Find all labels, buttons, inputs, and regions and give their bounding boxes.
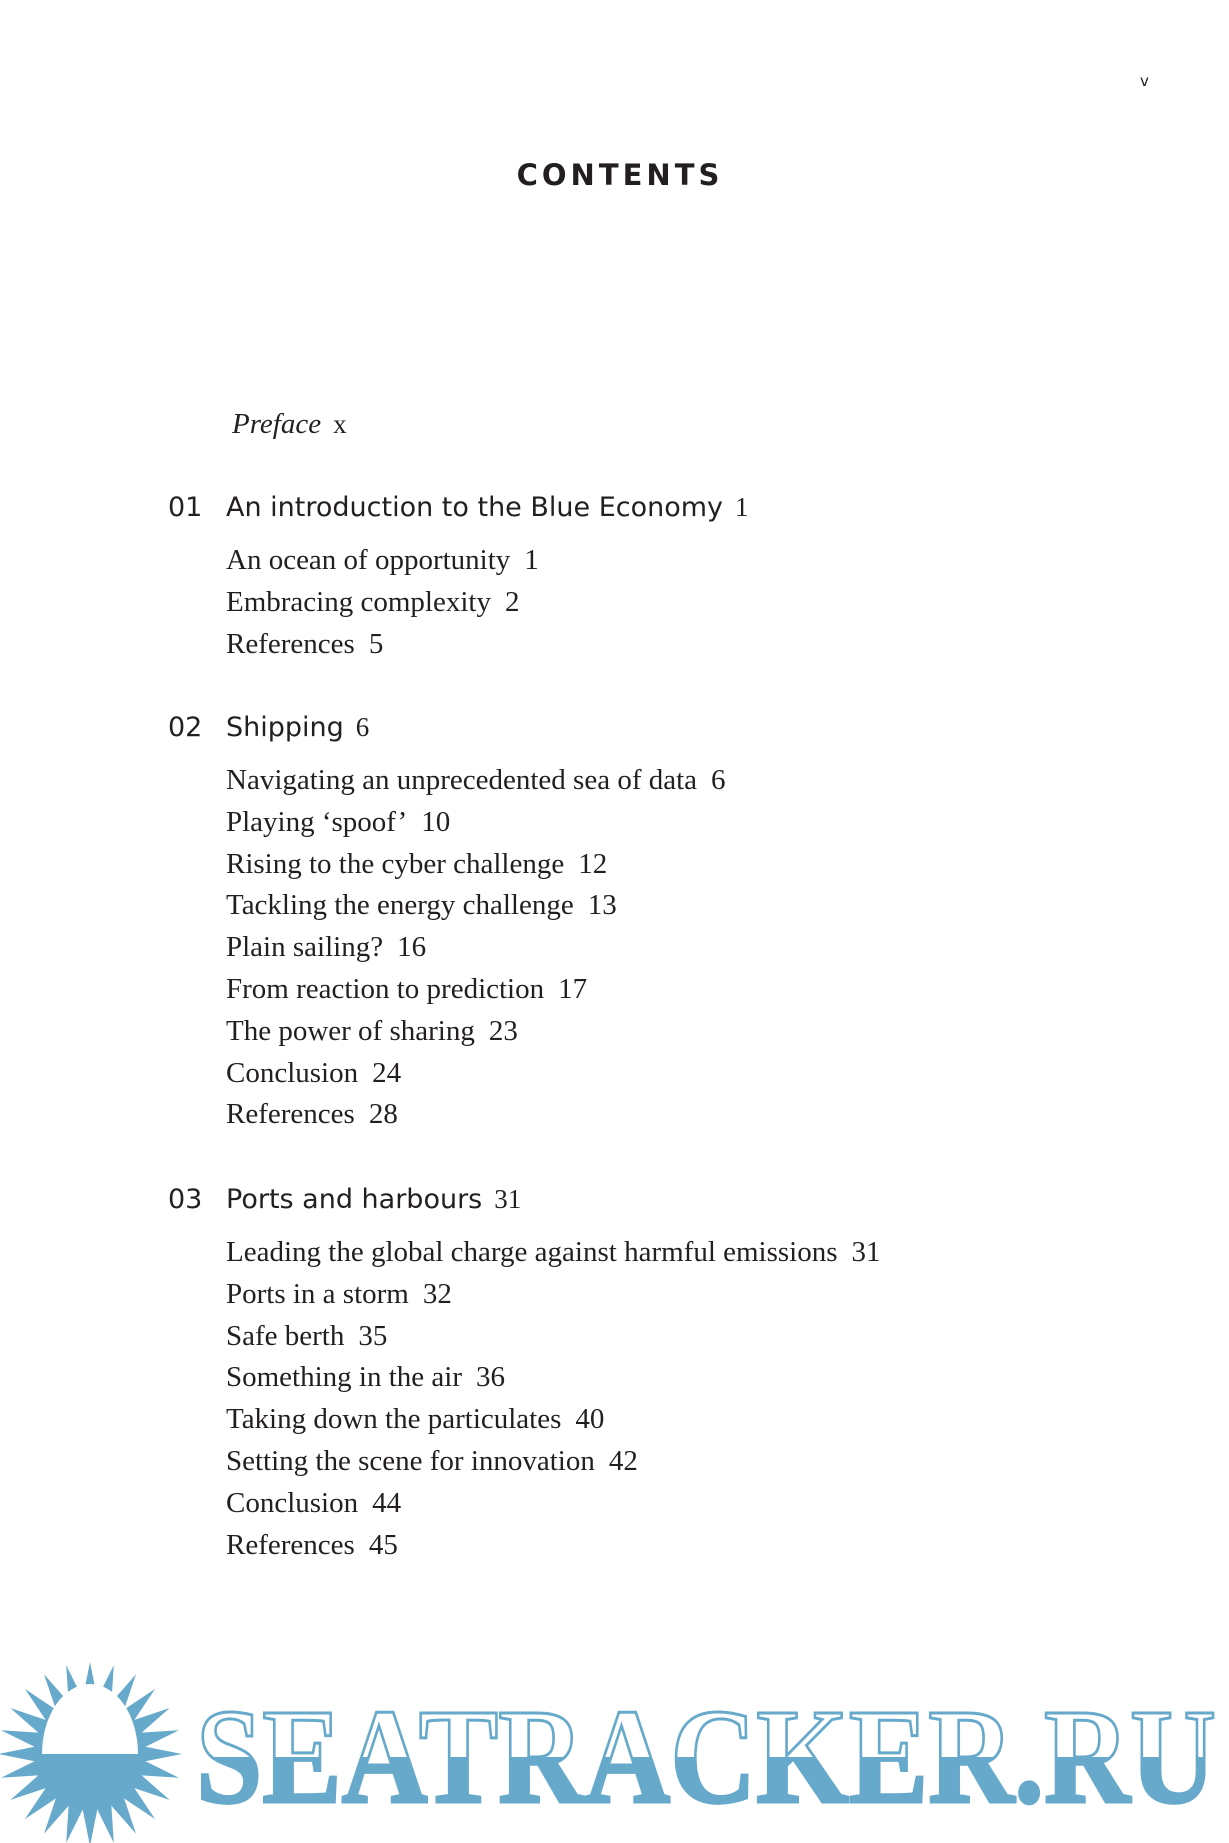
chapter-title: Shipping — [226, 712, 344, 743]
toc-section[interactable] — [226, 764, 726, 797]
preface-label: Preface — [232, 408, 322, 440]
section-title: Conclusion — [226, 1486, 359, 1519]
section-title: Safe berth — [226, 1319, 345, 1352]
section-title: References — [226, 1528, 355, 1561]
toc-chapter[interactable] — [226, 712, 369, 743]
section-title: An ocean of opportunity — [226, 544, 511, 576]
section-title: References — [226, 627, 355, 660]
toc-section[interactable] — [226, 628, 383, 661]
section-page: 12 — [578, 847, 608, 880]
toc-section[interactable] — [226, 1403, 604, 1436]
chapter-page: 31 — [494, 1184, 522, 1214]
section-title: Ports in a storm — [226, 1277, 409, 1310]
section-page: 42 — [608, 1445, 638, 1477]
section-title: Something in the air — [226, 1361, 462, 1394]
toc-section[interactable] — [226, 1487, 401, 1520]
section-page: 28 — [368, 1098, 398, 1131]
section-page: 13 — [587, 889, 617, 922]
section-page: 24 — [372, 1056, 402, 1089]
section-title: Playing ‘spoof’ — [226, 805, 408, 838]
toc-section[interactable] — [226, 1445, 638, 1478]
section-page: 36 — [476, 1361, 505, 1394]
section-page: 44 — [372, 1486, 402, 1519]
chapter-number: 02 — [168, 712, 203, 743]
toc-section[interactable] — [226, 848, 607, 881]
section-page: 40 — [575, 1403, 605, 1436]
section-title: Embracing complexity — [226, 585, 491, 618]
toc-section[interactable] — [226, 806, 450, 839]
page-number: v — [1140, 72, 1149, 90]
preface-page: x — [333, 409, 347, 439]
toc-chapter[interactable] — [226, 1184, 521, 1215]
section-page: 45 — [368, 1528, 398, 1561]
chapter-page: 6 — [355, 712, 370, 742]
section-title: Conclusion — [226, 1056, 359, 1089]
toc-section[interactable] — [226, 1278, 452, 1311]
section-page: 10 — [421, 805, 451, 838]
section-page: 1 — [524, 544, 539, 576]
page-title: CONTENTS — [516, 158, 724, 192]
toc-section[interactable] — [226, 1236, 881, 1269]
toc-section[interactable] — [226, 1361, 505, 1394]
section-title: From reaction to prediction — [226, 973, 545, 1005]
section-title: Taking down the particulates — [226, 1403, 562, 1436]
section-title: Leading the global charge against harmful emissions — [226, 1236, 838, 1268]
section-page: 32 — [422, 1277, 452, 1310]
section-page: 31 — [851, 1236, 881, 1268]
chapter-page: 1 — [735, 492, 749, 522]
section-page: 2 — [504, 585, 520, 618]
toc-section[interactable] — [226, 889, 617, 922]
section-title: Plain sailing? — [226, 931, 384, 964]
watermark-text: SEATRACKER.RU — [196, 1682, 1216, 1832]
toc-section[interactable] — [226, 1057, 401, 1090]
section-page: 16 — [397, 931, 427, 964]
toc-section[interactable] — [226, 973, 587, 1006]
section-page: 35 — [358, 1319, 388, 1352]
section-title: Tackling the energy challenge — [226, 889, 574, 922]
toc-section[interactable] — [226, 544, 539, 577]
section-title: References — [226, 1098, 355, 1131]
chapter-number: 03 — [168, 1184, 203, 1215]
toc-chapter[interactable] — [226, 492, 749, 523]
section-title: Setting the scene for innovation — [226, 1445, 595, 1477]
sun-icon — [0, 1662, 182, 1843]
section-title: Rising to the cyber challenge — [226, 847, 565, 880]
chapter-title: Ports and harbours — [226, 1184, 483, 1215]
toc-section[interactable] — [226, 1320, 387, 1353]
toc-section[interactable] — [226, 1098, 398, 1131]
section-title: Navigating an unprecedented sea of data — [226, 764, 698, 796]
toc-preface[interactable] — [232, 408, 347, 441]
section-page: 23 — [488, 1014, 518, 1047]
toc-section[interactable] — [226, 931, 426, 964]
section-page: 6 — [711, 764, 726, 796]
toc-section[interactable] — [226, 1015, 518, 1048]
toc-section[interactable] — [226, 1529, 398, 1562]
seatracker-watermark-logo — [0, 1660, 1229, 1843]
section-title: The power of sharing — [226, 1014, 475, 1047]
chapter-number: 01 — [168, 492, 203, 523]
chapter-title: An introduction to the Blue Economy — [226, 492, 724, 523]
toc-section[interactable] — [226, 586, 519, 619]
section-page: 17 — [558, 973, 588, 1005]
section-page: 5 — [368, 627, 384, 660]
